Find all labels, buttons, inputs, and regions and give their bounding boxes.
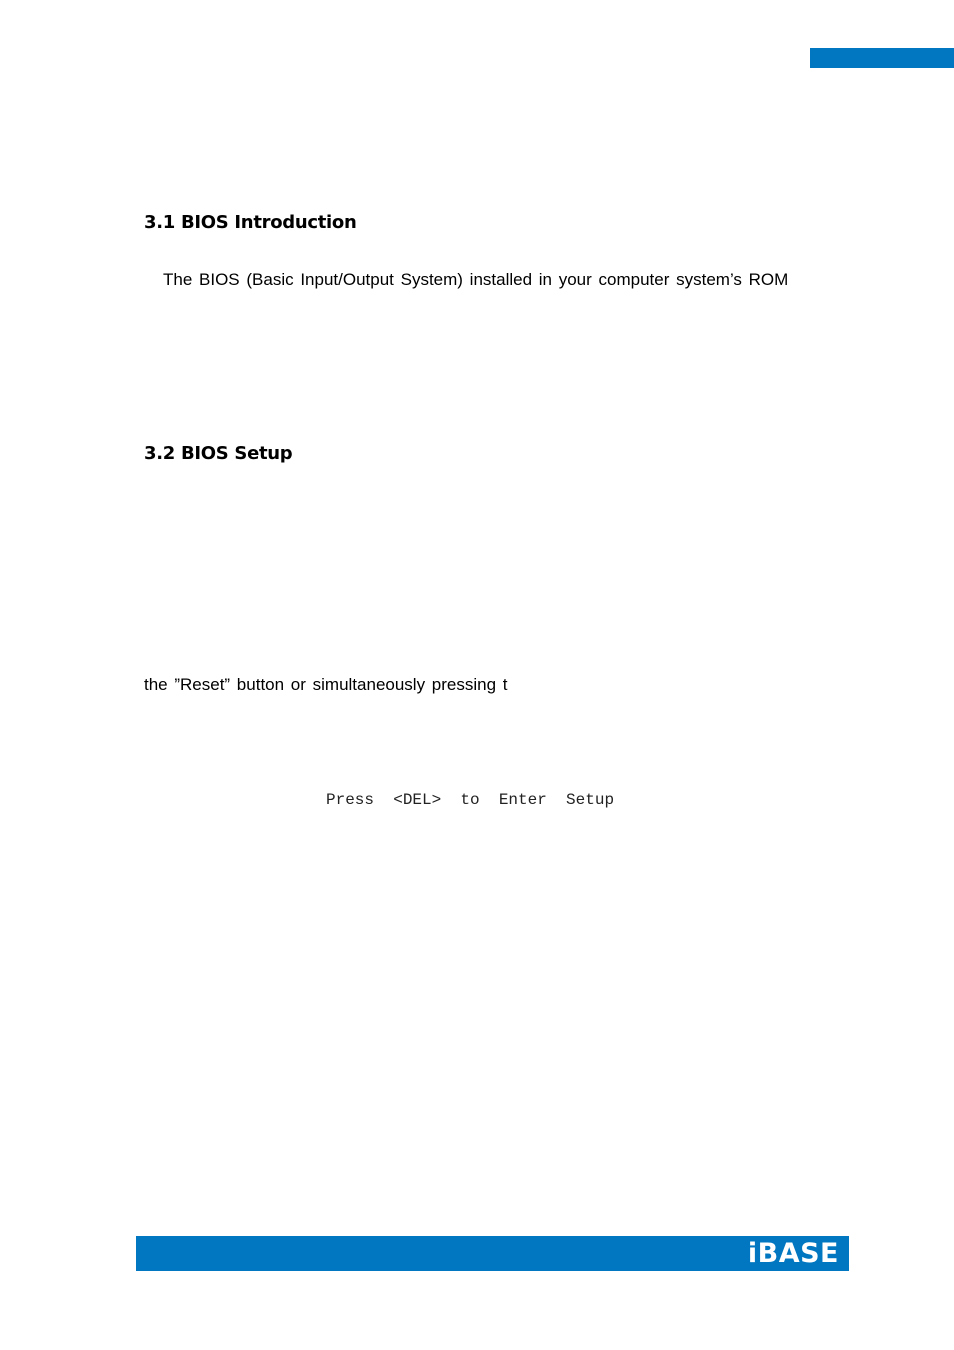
section-heading-bios-setup: 3.2 BIOS Setup bbox=[144, 443, 293, 464]
bios-setup-paragraph: the ”Reset” button or simultaneously pressing t bbox=[144, 675, 508, 694]
setup-prompt: Press <DEL> to Enter Setup bbox=[326, 791, 615, 809]
footer-bar bbox=[136, 1236, 849, 1271]
bios-introduction-paragraph: The BIOS (Basic Input/Output System) installed in your computer system’s ROM bbox=[163, 270, 789, 289]
section-heading-bios-introduction: 3.1 BIOS Introduction bbox=[144, 212, 357, 233]
ibase-logo: iBASE bbox=[747, 1238, 839, 1269]
header-tab bbox=[810, 48, 954, 68]
